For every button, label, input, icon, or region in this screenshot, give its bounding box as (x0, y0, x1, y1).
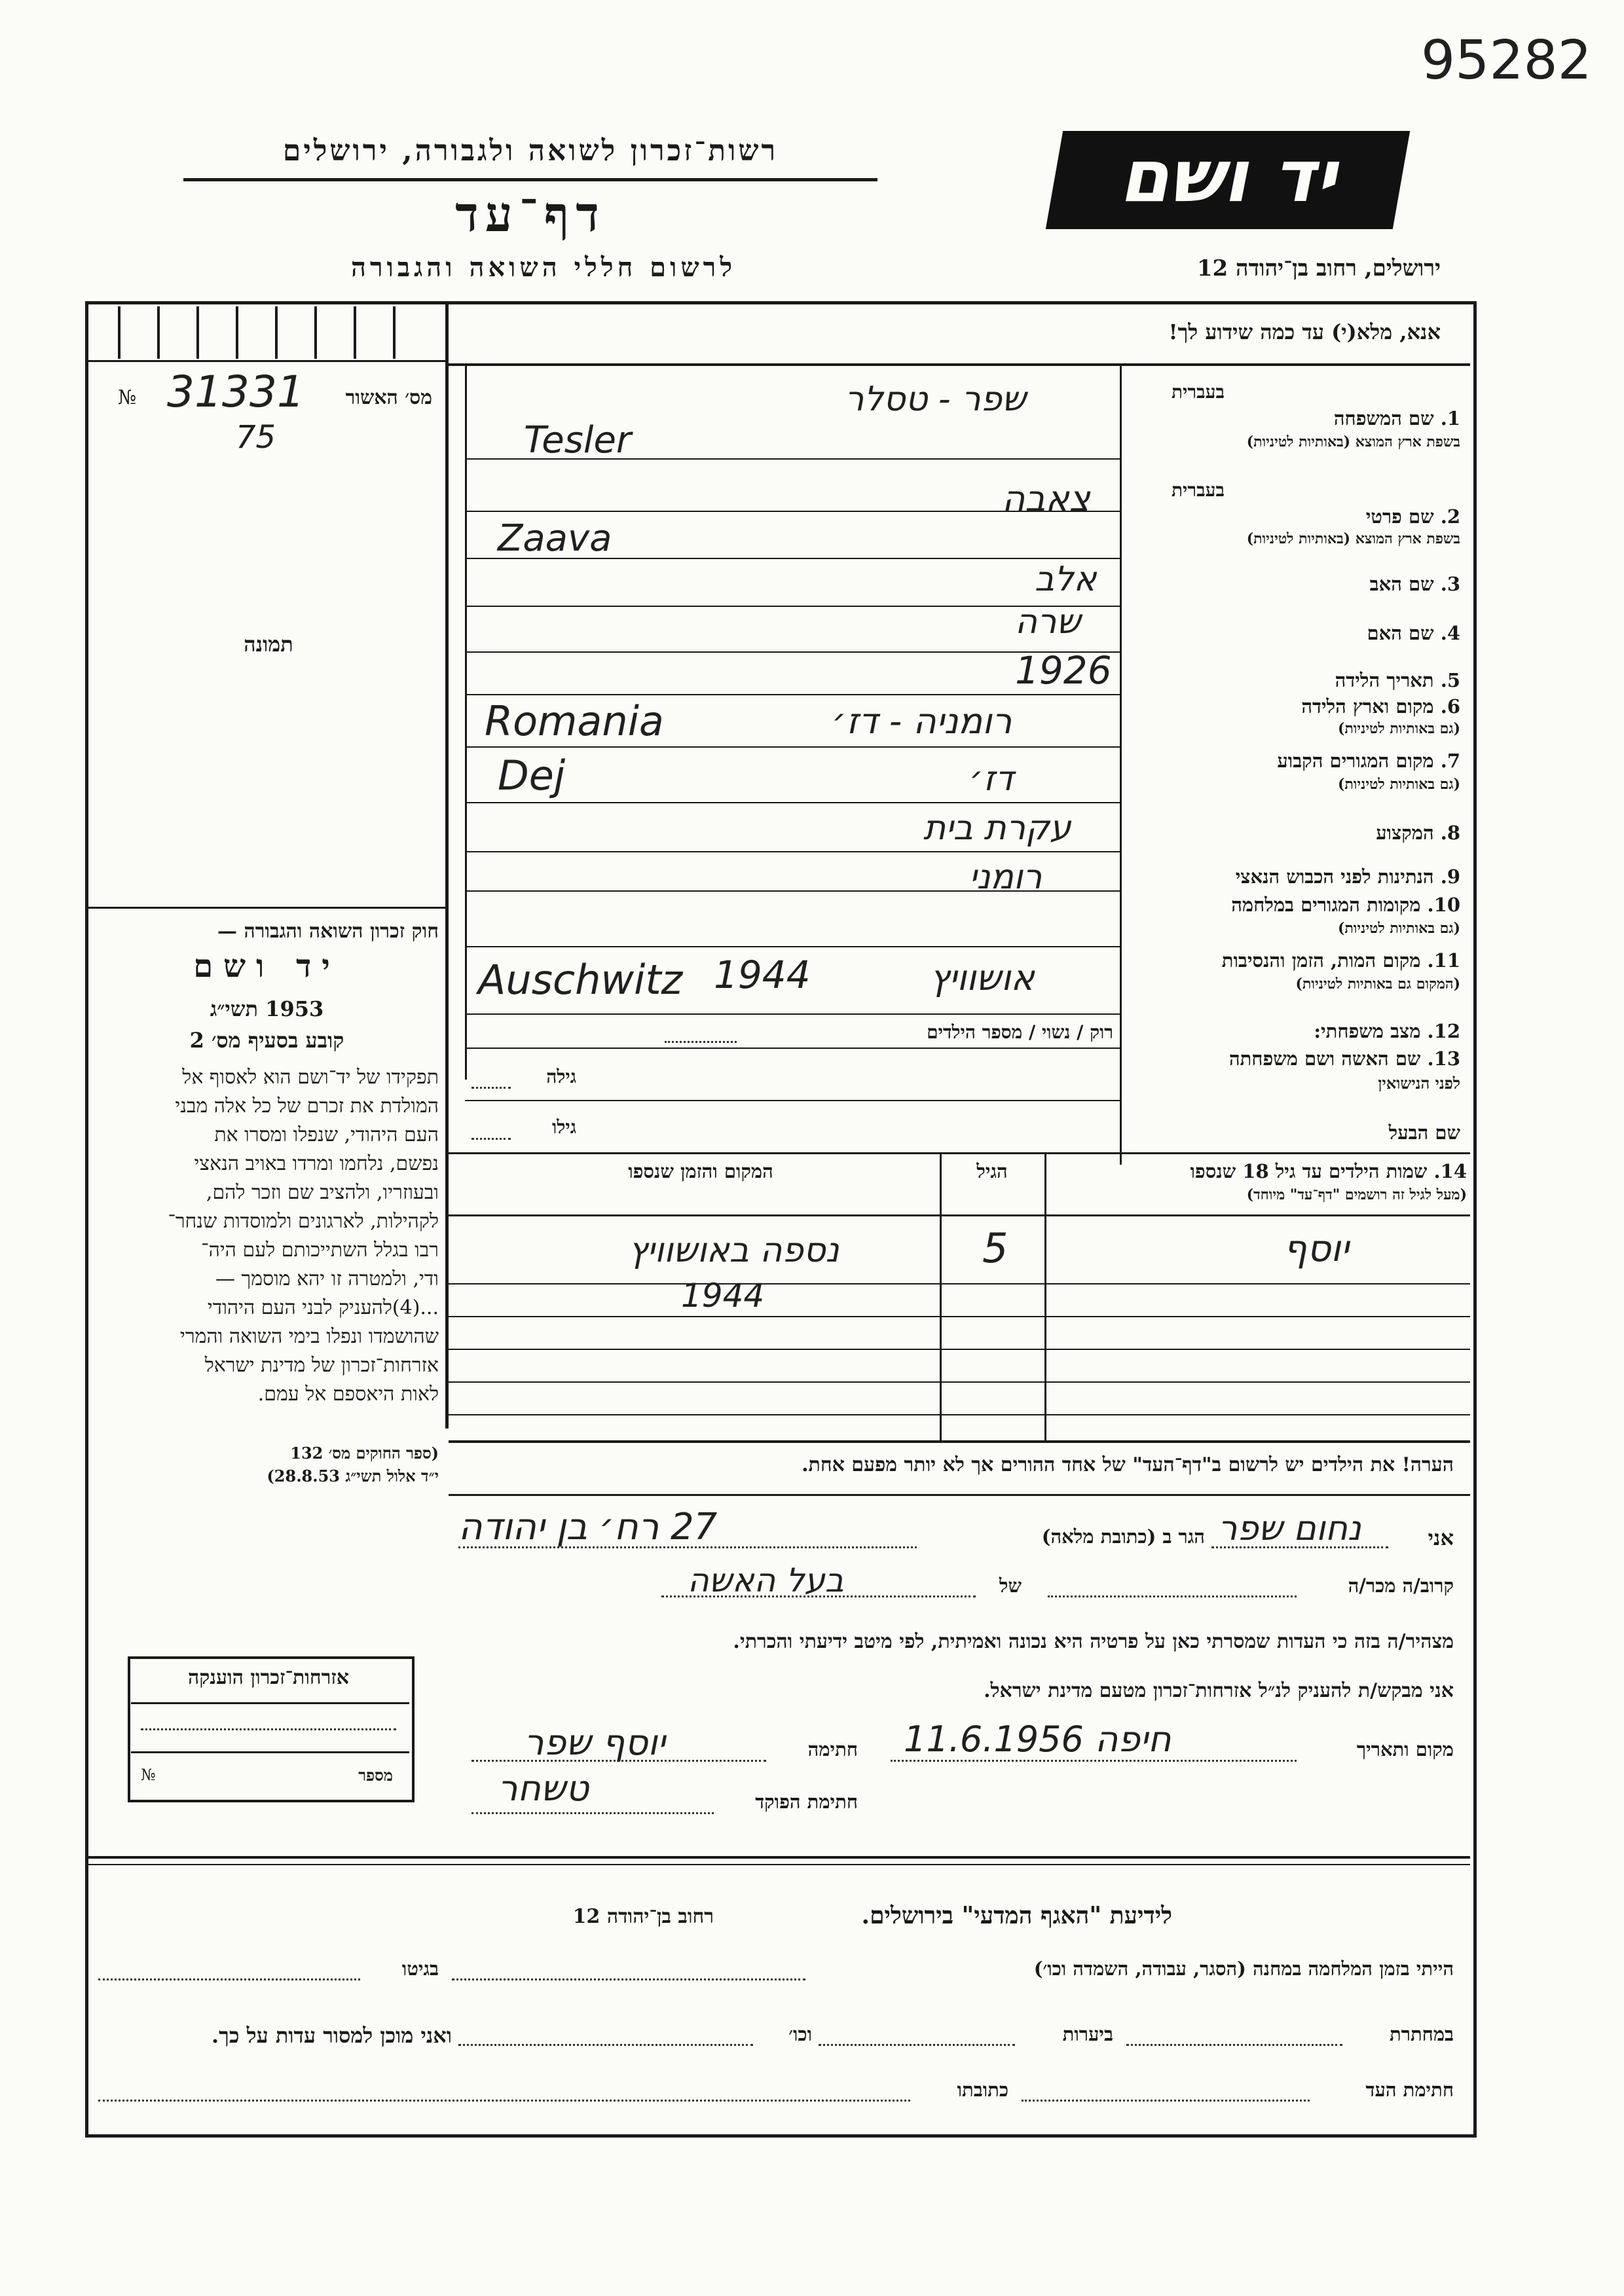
row-rule (465, 802, 1120, 803)
approval-label: מס׳ האשור (345, 386, 432, 409)
husband-age-label: גילו (552, 1116, 576, 1138)
law-line: לאות היאספם אל עמם. (257, 1383, 439, 1406)
field-birth-date: 5. תאריך הלידה (1335, 669, 1460, 691)
hw-nationality: רומני (969, 858, 1043, 897)
field-hebrew-tag-2: בעברית (1171, 479, 1225, 501)
header-rule (183, 178, 877, 181)
footer-rule (88, 1856, 1470, 1859)
hw-birthplace-he: רומניה - דז׳ (832, 701, 1012, 742)
hw-child-place: נספה באושוויץ (629, 1231, 840, 1270)
approval-no-symbol: № (118, 386, 137, 409)
hw-profession: עקרת בית (923, 809, 1071, 848)
citizenship-title: אזרחות־זכרון הוענקה (187, 1666, 350, 1689)
decl-relative: קרוב/ה מכר/ה (1348, 1575, 1454, 1597)
place-date-line (891, 1760, 1297, 1762)
law-line: ובעוזריו, ולהציב שם וזכר להם, (206, 1181, 439, 1204)
citizenship-number-rule (131, 1751, 409, 1753)
authority-name: רשות־זכרון לשואה ולגבורה, ירושלים (282, 134, 779, 168)
decl-resident: הגר ב (כתובת מלאה) (1041, 1525, 1205, 1548)
law-line: אזרחות־זכרון של מדינת ישראל (204, 1354, 439, 1377)
row-rule (465, 694, 1120, 695)
footer-underground: במחתרת (1390, 2023, 1454, 2045)
law-heading: חוק זכרון השואה והגבורה — (217, 920, 439, 943)
archive-number: 95282 (1421, 29, 1592, 92)
hw-child-name: יוסף (1283, 1228, 1349, 1270)
decl-statement: מצהיר/ה בזה כי העדות שמסרתי כאן על פרטיה היא נכונה ואמיתית, לפי מיטב ידיעתי והכרתי. (733, 1630, 1454, 1653)
children-header-rule (449, 1214, 1470, 1216)
law-year: 1953 תשי״ג (210, 996, 324, 1021)
children-count-line (665, 1041, 737, 1043)
citizenship-title-rule (131, 1702, 409, 1704)
children-row-rule (449, 1414, 1470, 1415)
camp-line (452, 1978, 805, 1980)
left-column-border (445, 302, 449, 1429)
approval-value: 31331 (167, 367, 304, 417)
husband-age-line (471, 1138, 511, 1140)
decl-place-date: מקום ותאריך (1356, 1738, 1454, 1760)
field-death: 11. מקום המות, הזמן והנסיבות (1221, 949, 1460, 972)
field-war-residence: 10. מקומות המגורים במלחמה (1231, 894, 1460, 916)
hw-signature: יוסף שפר (524, 1722, 665, 1763)
footer-forests: ביערות (1062, 2023, 1113, 2045)
field-given-name: 2. שם פרטי (1365, 505, 1460, 528)
photo-label: תמונה (244, 632, 293, 657)
children-heading-sub: (מעל לגיל זה רושמים "דף־עד" מיוחד) (1246, 1186, 1467, 1203)
row-rule (465, 851, 1120, 852)
children-row-rule (449, 1381, 1470, 1383)
hw-given-lat: Zaava (498, 517, 612, 560)
ghetto-line (98, 1978, 360, 1980)
field-wife-sub: לפני הנישואין (1378, 1074, 1460, 1093)
underground-line (1126, 2044, 1342, 2046)
law-clause: קובע בסעיף מס׳ 2 (189, 1028, 344, 1053)
hw-relation: בעל האשה (688, 1561, 844, 1599)
children-col-border (940, 1154, 942, 1442)
official-line (471, 1812, 714, 1814)
law-line: העם היהודי, שנפלו ומסרו את (214, 1123, 439, 1146)
citizenship-dotted (141, 1728, 396, 1730)
row-rule (465, 1100, 1120, 1101)
row-rule (465, 946, 1120, 947)
field-residence-sub: (גם באותיות לטיניות) (1337, 776, 1460, 793)
hw-place-date: חיפה 11.6.1956 (904, 1719, 1172, 1760)
citizenship-no-symbol: № (141, 1766, 156, 1784)
law-line: המולדת את זכרם של כל אלה מבני (175, 1095, 439, 1118)
field-residence: 7. מקום המגורים הקבוע (1277, 750, 1460, 772)
hw-death-he: אושוויץ (930, 957, 1035, 998)
approval-ticks (88, 360, 445, 362)
hw-child-year: 1944 (681, 1277, 765, 1315)
marital-options: רוק / נשוי / מספר הילדים (927, 1021, 1113, 1043)
law-ref-2: י״ד אלול תשי״ג 28.8.53) (267, 1467, 439, 1485)
witness-sig-line (1022, 2100, 1310, 2102)
remark-text: הערה! את הילדים יש לרשום ב"דף־העד" של אחד ההורים אך לא יותר מפעם אחת. (802, 1453, 1454, 1476)
children-col-age: הגיל (976, 1160, 1008, 1182)
decl-of: של (999, 1575, 1022, 1597)
field-birthplace-sub: (גם באותיות לטיניות) (1337, 720, 1460, 737)
field-profession: 8. המקצוע (1376, 822, 1460, 844)
label-column-border (1120, 366, 1122, 1165)
field-marital: 12. מצב משפחתי: (1314, 1020, 1460, 1042)
hw-child-age: 5 (982, 1224, 1008, 1272)
law-line: תפקידו של יד־ושם הוא לאסוף אל (182, 1066, 439, 1089)
decl-request: אני מבקש/ת להעניק לנ״ל אזרחות־זכרון מטעם מדינת ישראל. (984, 1679, 1454, 1702)
form-subtitle: לרשום חללי השואה והגבורה (350, 252, 737, 283)
hw-given-he: צאבה (1002, 478, 1090, 519)
children-row-rule (449, 1283, 1470, 1285)
law-line: ודי, ולמטרה זו יהא מוסמך — (215, 1267, 439, 1290)
approval-tick-marks (118, 306, 432, 359)
law-line: שהושמדו ונפלו בימי השואה והמרי (179, 1325, 439, 1348)
law-line: ...(4)להעניק לבני העם היהודי (207, 1296, 439, 1319)
field-mother: 4. שם האם (1367, 622, 1460, 644)
row-rule (465, 1013, 1120, 1015)
decl-official: חתימת הפוקד (755, 1791, 858, 1813)
row-rule (465, 746, 1120, 748)
field-husband: שם הבעל (1388, 1121, 1460, 1144)
witness-address-line (98, 2100, 910, 2102)
field-war-residence-sub: (גם באותיות לטיניות) (1337, 920, 1460, 937)
field-hebrew-tag-1: בעברית (1171, 381, 1225, 403)
children-row-rule (449, 1349, 1470, 1350)
children-table-bottom (449, 1440, 1470, 1443)
hw-death-lat: Auschwitz (478, 956, 683, 1004)
intro-rule (449, 363, 1470, 366)
wife-age-line (471, 1087, 511, 1089)
hw-surname-he: שפר - טסלר (845, 380, 1026, 419)
logo-text: יד ושם (1118, 134, 1337, 218)
footer-title: לידיעת "האגף המדעי" בירושלים. (861, 1902, 1172, 1929)
hw-residence-lat: Dej (498, 752, 566, 799)
footer-address: רחוב בן־יהודה 12 (572, 1905, 714, 1928)
footer-etc: וכו׳ (788, 2023, 812, 2045)
form-title: דף־עד (455, 187, 606, 243)
law-line: נפשם, נלחמו ומרדו באויב הנאצי (194, 1152, 439, 1175)
law-ref-1: (ספר החוקים מס׳ 132 (290, 1444, 439, 1463)
footer-camp-line: הייתי בזמן המלחמה במחנה (הסגר, עבודה, השמדה וכו׳) (1033, 1958, 1454, 1980)
hw-residence-he: דז׳ (969, 759, 1014, 799)
field-father: 3. שם האב (1369, 573, 1460, 595)
relative-line (1048, 1595, 1297, 1597)
children-heading: 14. שמות הילדים עד גיל 18 שנספו (1190, 1160, 1467, 1182)
field-surname-sub: בשפת ארץ המוצא (באותיות לטיניות) (1246, 433, 1460, 450)
hw-reporter-address: 27 רח׳ בן יהודה (458, 1506, 718, 1548)
footer-ready: ואני מוכן למסור עדות על כך. (211, 2023, 452, 2048)
footer-address-label: כתובתו (957, 2079, 1008, 2101)
hw-father: אלב (1035, 560, 1097, 599)
citizenship-number-label: מספר (358, 1766, 393, 1785)
children-row-rule (449, 1316, 1470, 1317)
row-rule (449, 1152, 1470, 1154)
field-given-name-sub: בשפת ארץ המוצא (באותיות לטיניות) (1246, 530, 1460, 547)
hw-birthplace-lat: Romania (485, 697, 664, 745)
value-left-border (465, 366, 467, 1080)
address: ירושלים, רחוב בן־יהודה 12 (1196, 255, 1441, 282)
remark-rule (449, 1494, 1470, 1496)
law-body (95, 1066, 439, 1412)
field-wife: 13. שם האשה ושם משפחתה (1228, 1048, 1460, 1070)
intro-text: אנא, מלא(י) עד כמה שידוע לך! (1168, 319, 1441, 344)
field-surname: 1. שם המשפחה (1333, 407, 1460, 429)
etc-line (458, 2044, 753, 2046)
decl-signature: חתימה (807, 1738, 858, 1760)
children-col-place: המקום והזמן שנספו (628, 1160, 773, 1182)
field-birthplace: 6. מקום וארץ הלידה (1301, 695, 1460, 718)
law-divider (88, 907, 445, 909)
hw-death-year: 1944 (714, 953, 811, 997)
wife-age-label: גילה (546, 1066, 576, 1087)
law-line: רבו בגלל השתייכותם לעם היה־ (201, 1239, 439, 1262)
field-death-sub: (המקום גם באותיות לטיניות) (1295, 975, 1460, 993)
row-rule (465, 1048, 1120, 1049)
law-line: לקהילות, לארגונים ולמוסדות שנחר־ (168, 1210, 439, 1233)
hw-mother: שרה (1015, 602, 1081, 642)
approval-sub: 75 (236, 419, 276, 456)
footer-ghetto: בגיטו (401, 1958, 439, 1980)
hw-surname-lat: Tesler (524, 419, 631, 462)
hw-reporter-name: נחום שפר (1218, 1509, 1361, 1548)
law-name: יד ושם (193, 948, 341, 985)
footer-rule-2 (88, 1864, 1470, 1865)
field-nationality: 9. הנתינות לפני הכבוש הנאצי (1235, 866, 1460, 888)
decl-ani: אני (1428, 1525, 1454, 1550)
hw-official-signature: טשחר (498, 1768, 589, 1809)
hw-birth-year: 1926 (1015, 648, 1112, 693)
children-col-border (1044, 1154, 1046, 1442)
forests-line (819, 2044, 1015, 2046)
footer-witness-sig: חתימת העד (1365, 2079, 1454, 2101)
